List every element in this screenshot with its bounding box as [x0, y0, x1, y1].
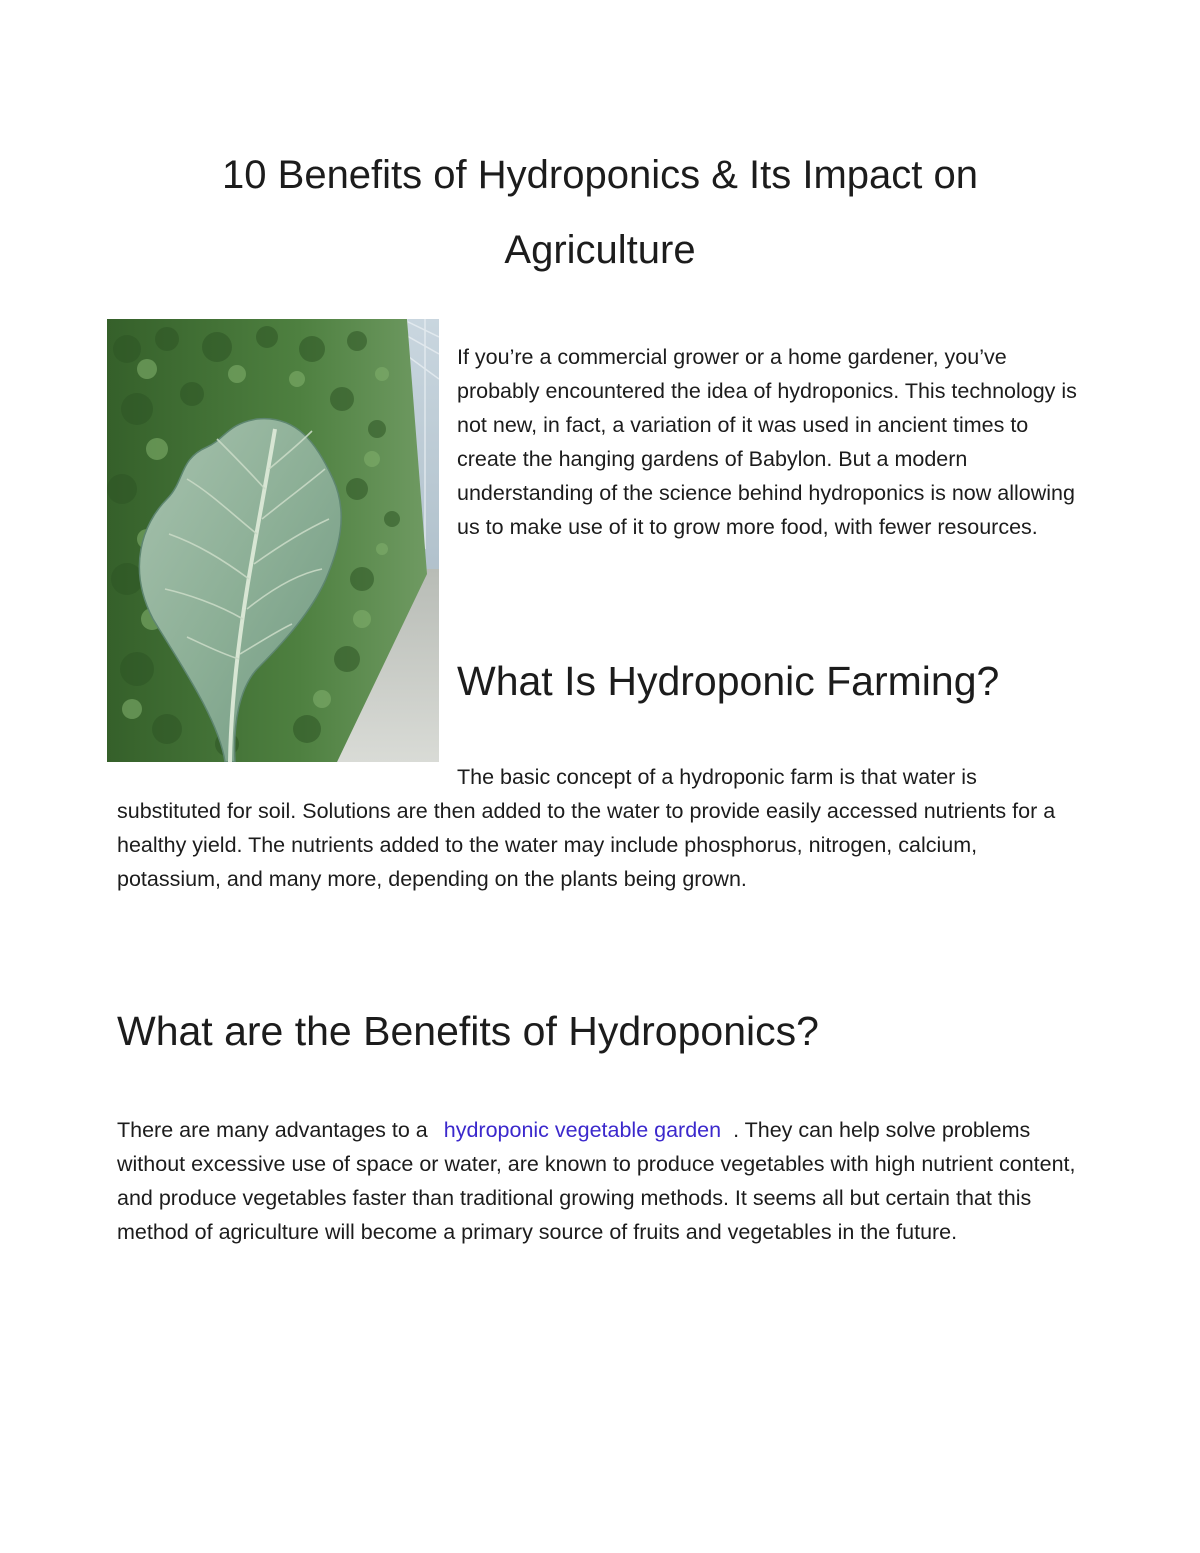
benefits-paragraph	[117, 1113, 1077, 1249]
document-title: 10 Benefits of Hydroponics & Its Impact on Agriculture	[222, 153, 978, 272]
intro-paragraph: If you’re a commercial grower or a home gardener, you’ve probably encountered the idea of hydroponics. This technology is not new, in fact, a variation of it was used in ancient times to create the hanging gardens of Babylon. But a modern understanding of the science behind hydroponics is now allowing us to make use of it to grow more food, with fewer resources.	[457, 345, 1077, 539]
hydroponic-vegetable-garden-link[interactable]: hydroponic vegetable garden	[443, 1118, 722, 1142]
heading-benefits: What are the Benefits of Hydroponics?	[117, 1008, 819, 1054]
hero-image-leaf-photo	[107, 319, 439, 762]
benefits-text-before-link: There are many advantages to a	[117, 1118, 428, 1142]
farming-paragraph: The basic concept of a hydroponic farm is that water is substituted for soil. Solutions are then added to the water to provide easily accessed nutrients for a healthy yield. The nutrients added to the water may include phosphorus, nitrogen, calcium, potassium, and many more, depending on the plants being grown.	[117, 765, 1056, 891]
heading-hydroponic-farming: What Is Hydroponic Farming?	[457, 658, 1000, 704]
benefits-text-after-link: . They can help solve problems without excessive use of space or water, are known to produce vegetables with high nutrient content, and produce vegetables faster than traditional growing methods. It seems all but certain that this method of agriculture will become a primary source of fruits and vegetables in the future.	[117, 1118, 1076, 1244]
